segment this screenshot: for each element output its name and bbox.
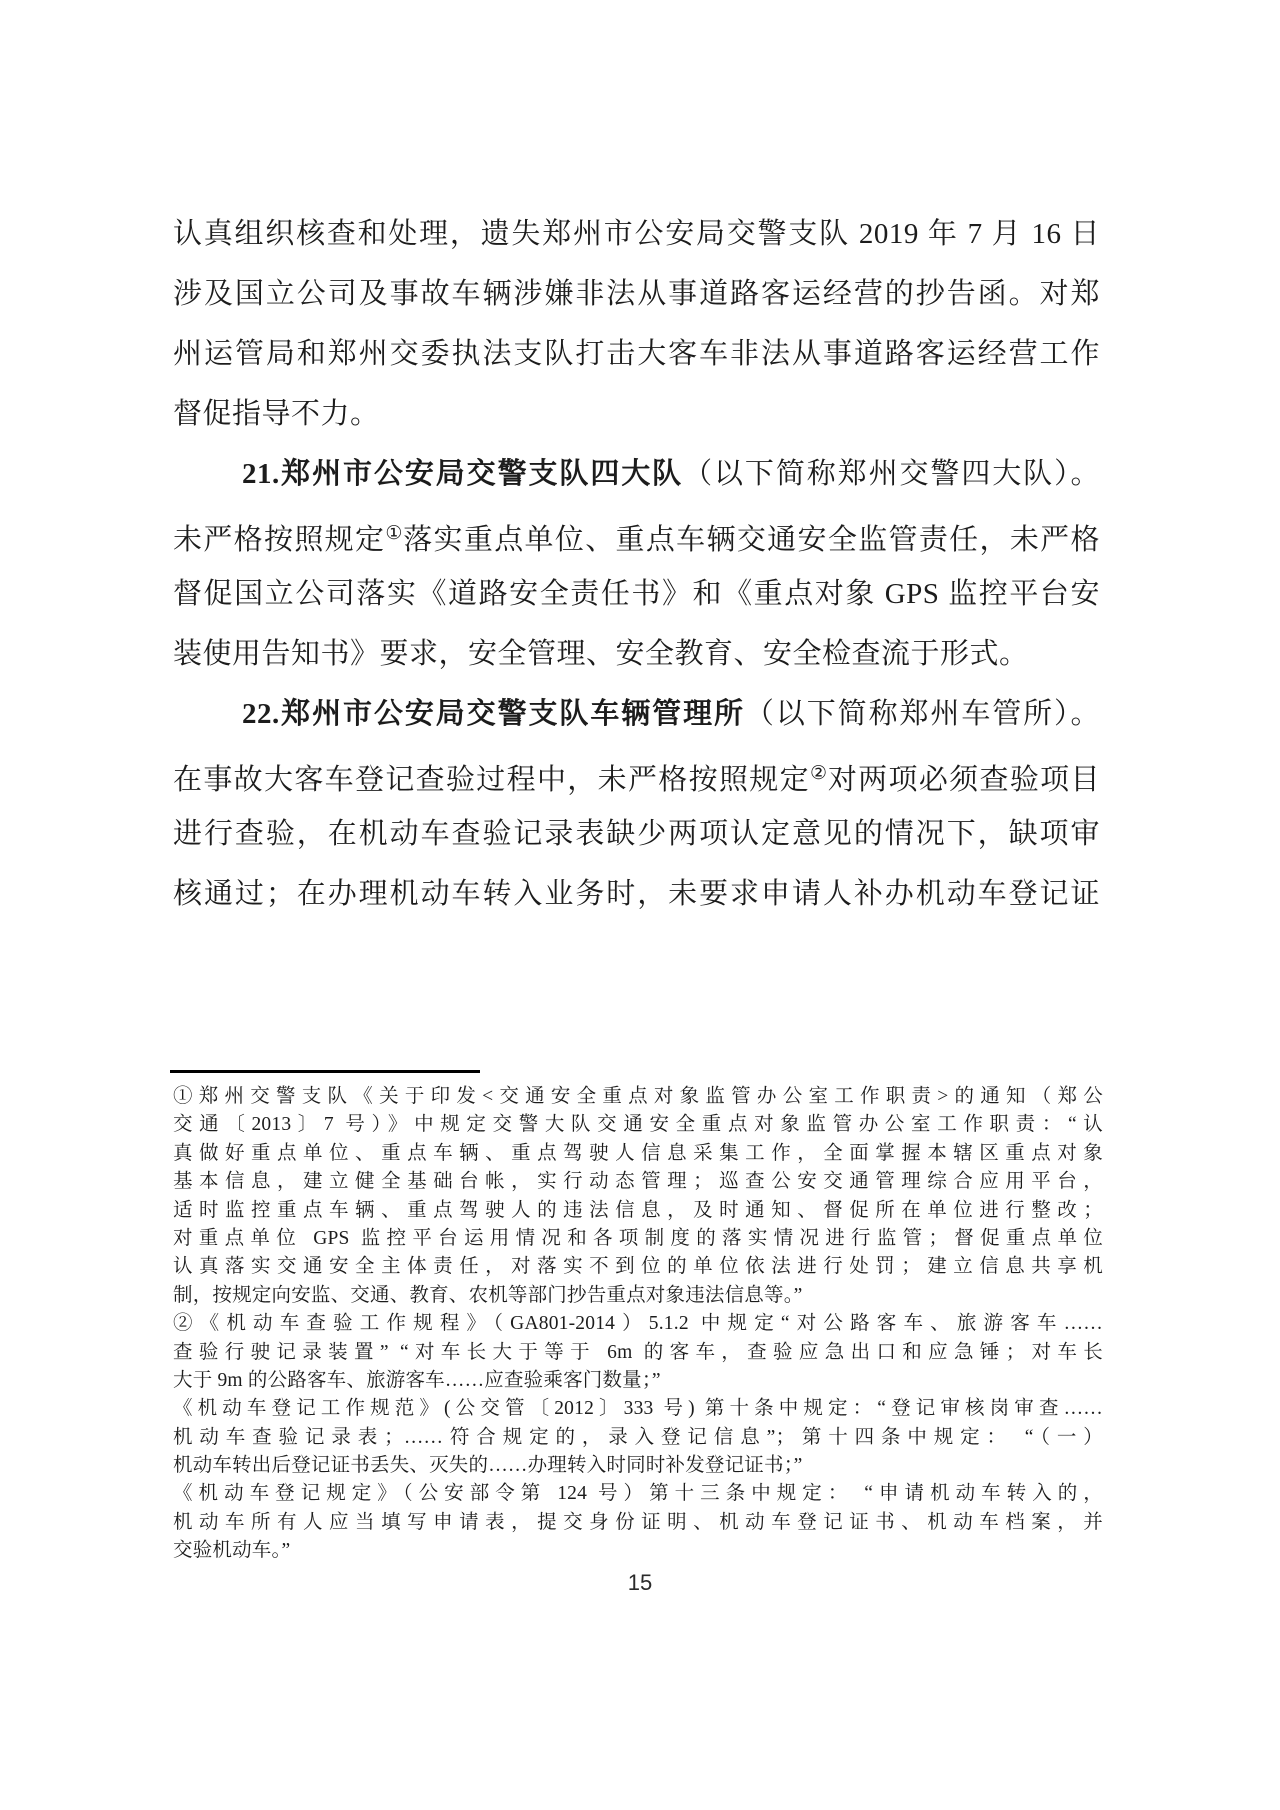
- body-text-line: [173, 624, 1100, 684]
- footnote-line: [173, 1395, 1103, 1423]
- page-number: 15: [627, 1570, 653, 1595]
- text-segment: 对两项必须查验项目: [827, 764, 1100, 796]
- text-segment: 核通过；在办理机动车转入业务时，未要求申请人补办机动车登记证: [173, 878, 1100, 910]
- text-segment: 认真组织核查和处理，遗失郑州市公安局交警支队 2019 年 7 月 16 日: [173, 218, 1100, 250]
- body-text-line: [173, 264, 1100, 324]
- footnote-line: [173, 1537, 1103, 1565]
- text-segment: 落实重点单位、重点车辆交通安全监管责任，未严格: [403, 524, 1100, 556]
- text-segment: 对重点单位 GPS 监控平台运用情况和各项制度的落实情况进行监管；督促重点单位: [173, 1227, 1103, 1249]
- body-text: [173, 204, 1100, 924]
- footnote-line: [173, 1225, 1103, 1253]
- text-segment: 《机动车登记规定》（公安部令第 124 号）第十三条中规定： “申请机动车转入的，: [173, 1483, 1103, 1505]
- text-segment: 查验行驶记录装置” “对车长大于等于 6m 的客车，查验应急出口和应急锤；对车长: [173, 1341, 1103, 1363]
- text-segment: ①郑州交警支队《关于印发<交通安全重点对象监管办公室工作职责>的通知（郑公: [173, 1086, 1103, 1107]
- footnote-line: [173, 1339, 1103, 1367]
- text-segment: 督促国立公司落实《道路安全责任书》和《重点对象 GPS 监控平台安: [173, 578, 1100, 610]
- text-segment: 涉及国立公司及事故车辆涉嫌非法从事道路客运经营的抄告函。对郑: [173, 278, 1100, 310]
- text-segment: ②《机动车查验工作规程》（GA801-2014）5.1.2 中规定“对公路客车、旅游客车……: [173, 1313, 1103, 1335]
- heading-text: 22.郑州市公安局交警支队车辆管理所: [242, 698, 745, 730]
- footnotes: [173, 1083, 1103, 1566]
- text-segment: 《机动车登记工作规范》(公交管〔2012〕333 号) 第十条中规定：“登记审核岗审查……: [173, 1398, 1103, 1420]
- text-segment: 进行查验，在机动车查验记录表缺少两项认定意见的情况下，缺项审: [173, 818, 1100, 850]
- footnote-ref-superscript: ②: [809, 763, 828, 784]
- body-text-line: [173, 744, 1100, 804]
- text-segment: 真做好重点单位、重点车辆、重点驾驶人信息采集工作，全面掌握本辖区重点对象: [173, 1142, 1103, 1164]
- footnote-line: [173, 1310, 1103, 1338]
- body-text-line: [173, 504, 1100, 564]
- text-segment: 在事故大客车登记查验过程中，未严格按照规定: [173, 764, 810, 796]
- text-segment: 交通〔2013〕7 号）》中规定交警大队交通安全重点对象监管办公室工作职责：“认: [173, 1114, 1103, 1136]
- footnote-line: [173, 1367, 1103, 1395]
- body-text-line: [173, 384, 1100, 444]
- text-segment: 未严格按照规定: [173, 524, 386, 556]
- footnote-ref-superscript: ①: [385, 523, 404, 544]
- footnote-line: [173, 1140, 1103, 1168]
- footnote-line: [173, 1111, 1103, 1139]
- text-segment: 装使用告知书》要求，安全管理、安全教育、安全检查流于形式。: [173, 638, 1029, 670]
- body-text-line: [173, 444, 1100, 504]
- text-segment: 交验机动车。”: [173, 1540, 291, 1562]
- text-segment: 机动车所有人应当填写申请表，提交身份证明、机动车登记证书、机动车档案，并: [173, 1511, 1103, 1533]
- text-segment: 认真落实交通安全主体责任，对落实不到位的单位依法进行处罚；建立信息共享机: [173, 1256, 1103, 1278]
- body-text-line: [173, 324, 1100, 384]
- text-segment: 州运管局和郑州交委执法支队打击大客车非法从事道路客运经营工作: [173, 338, 1100, 370]
- text-segment: （以下简称郑州交警四大队）。: [683, 458, 1100, 490]
- footnote-line: [173, 1452, 1103, 1480]
- text-segment: 基本信息，建立健全基础台帐，实行动态管理；巡查公安交通管理综合应用平台，: [173, 1171, 1103, 1193]
- footnote-line: [173, 1253, 1103, 1281]
- footnote-line: [173, 1168, 1103, 1196]
- footnote-separator-line: [170, 1070, 480, 1073]
- text-segment: 制，按规定向安监、交通、教育、农机等部门抄告重点对象违法信息等。”: [173, 1284, 803, 1306]
- text-segment: 机动车转出后登记证书丢失、灭失的……办理转入时同时补发登记证书；”: [173, 1455, 803, 1477]
- footnote-line: [173, 1282, 1103, 1310]
- text-segment: （以下简称郑州车管所）。: [744, 698, 1100, 730]
- text-segment: 大于 9m 的公路客车、旅游客车……应查验乘客门数量；”: [173, 1369, 661, 1391]
- body-text-line: [173, 204, 1100, 264]
- body-text-line: [173, 684, 1100, 744]
- body-text-line: [173, 804, 1100, 864]
- footnote-line: [173, 1509, 1103, 1537]
- body-text-line: [173, 564, 1100, 624]
- footnote-line: [173, 1480, 1103, 1508]
- heading-text: 21.郑州市公安局交警支队四大队: [242, 458, 684, 490]
- text-segment: 督促指导不力。: [173, 398, 380, 430]
- body-text-line: [173, 864, 1100, 924]
- footnote-line: [173, 1083, 1103, 1111]
- footnote-line: [173, 1424, 1103, 1452]
- text-segment: 机动车查验记录表；……符合规定的，录入登记信息”；第十四条中规定： “（一）: [173, 1426, 1103, 1448]
- text-segment: 适时监控重点车辆、重点驾驶人的违法信息，及时通知、督促所在单位进行整改；: [173, 1199, 1103, 1221]
- footnote-line: [173, 1197, 1103, 1225]
